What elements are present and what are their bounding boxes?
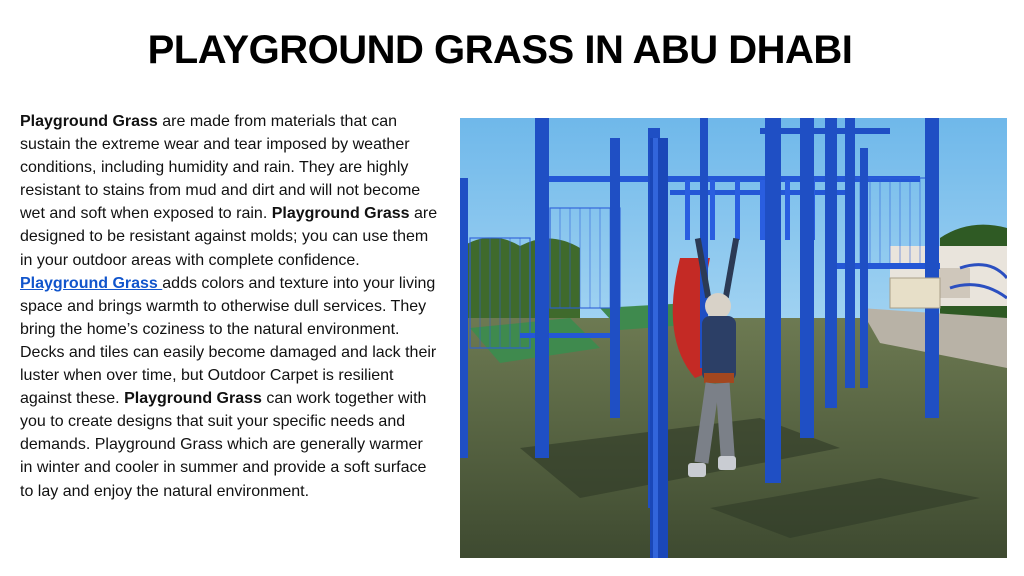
text-segment-3: adds colors and texture into your living space and brings warmth to otherwise dull services. They bring the home’s coziness to the natural environment. Decks and tiles can easily become damaged and lack their luster when over time, but Outdoor Carpet is resilient against these. xyxy=(20,274,437,408)
body-paragraph xyxy=(20,110,438,503)
text-segment-1: are made from materials that can sustain the extreme wear and tear imposed by weather conditions, including humidity and rain. They are highly resistant to stains from mud and dirt and will not become wet and soft when exposed to rain. xyxy=(20,113,421,223)
playground-illustration xyxy=(460,118,1007,558)
bold-term-3: Playground Grass xyxy=(124,390,262,408)
bold-term-1: Playground Grass xyxy=(20,113,158,130)
page-title: PLAYGROUND GRASS IN ABU DHABI xyxy=(147,28,853,72)
playground-photo xyxy=(460,118,1007,558)
bold-term-2: Playground Grass xyxy=(271,205,410,223)
playground-grass-link[interactable]: Playground Grass xyxy=(20,274,163,292)
text-segment-4: can work together with you to create designs that suit your specific needs and demands. Playground Grass which are generally warmer in winter and cooler in summer and provide a soft surface to lay and enjoy the natural environment. xyxy=(20,390,427,500)
text-segment-2: are designed to be resistant against molds; you can use them in your outdoor areas with complete confidence. xyxy=(20,205,438,269)
